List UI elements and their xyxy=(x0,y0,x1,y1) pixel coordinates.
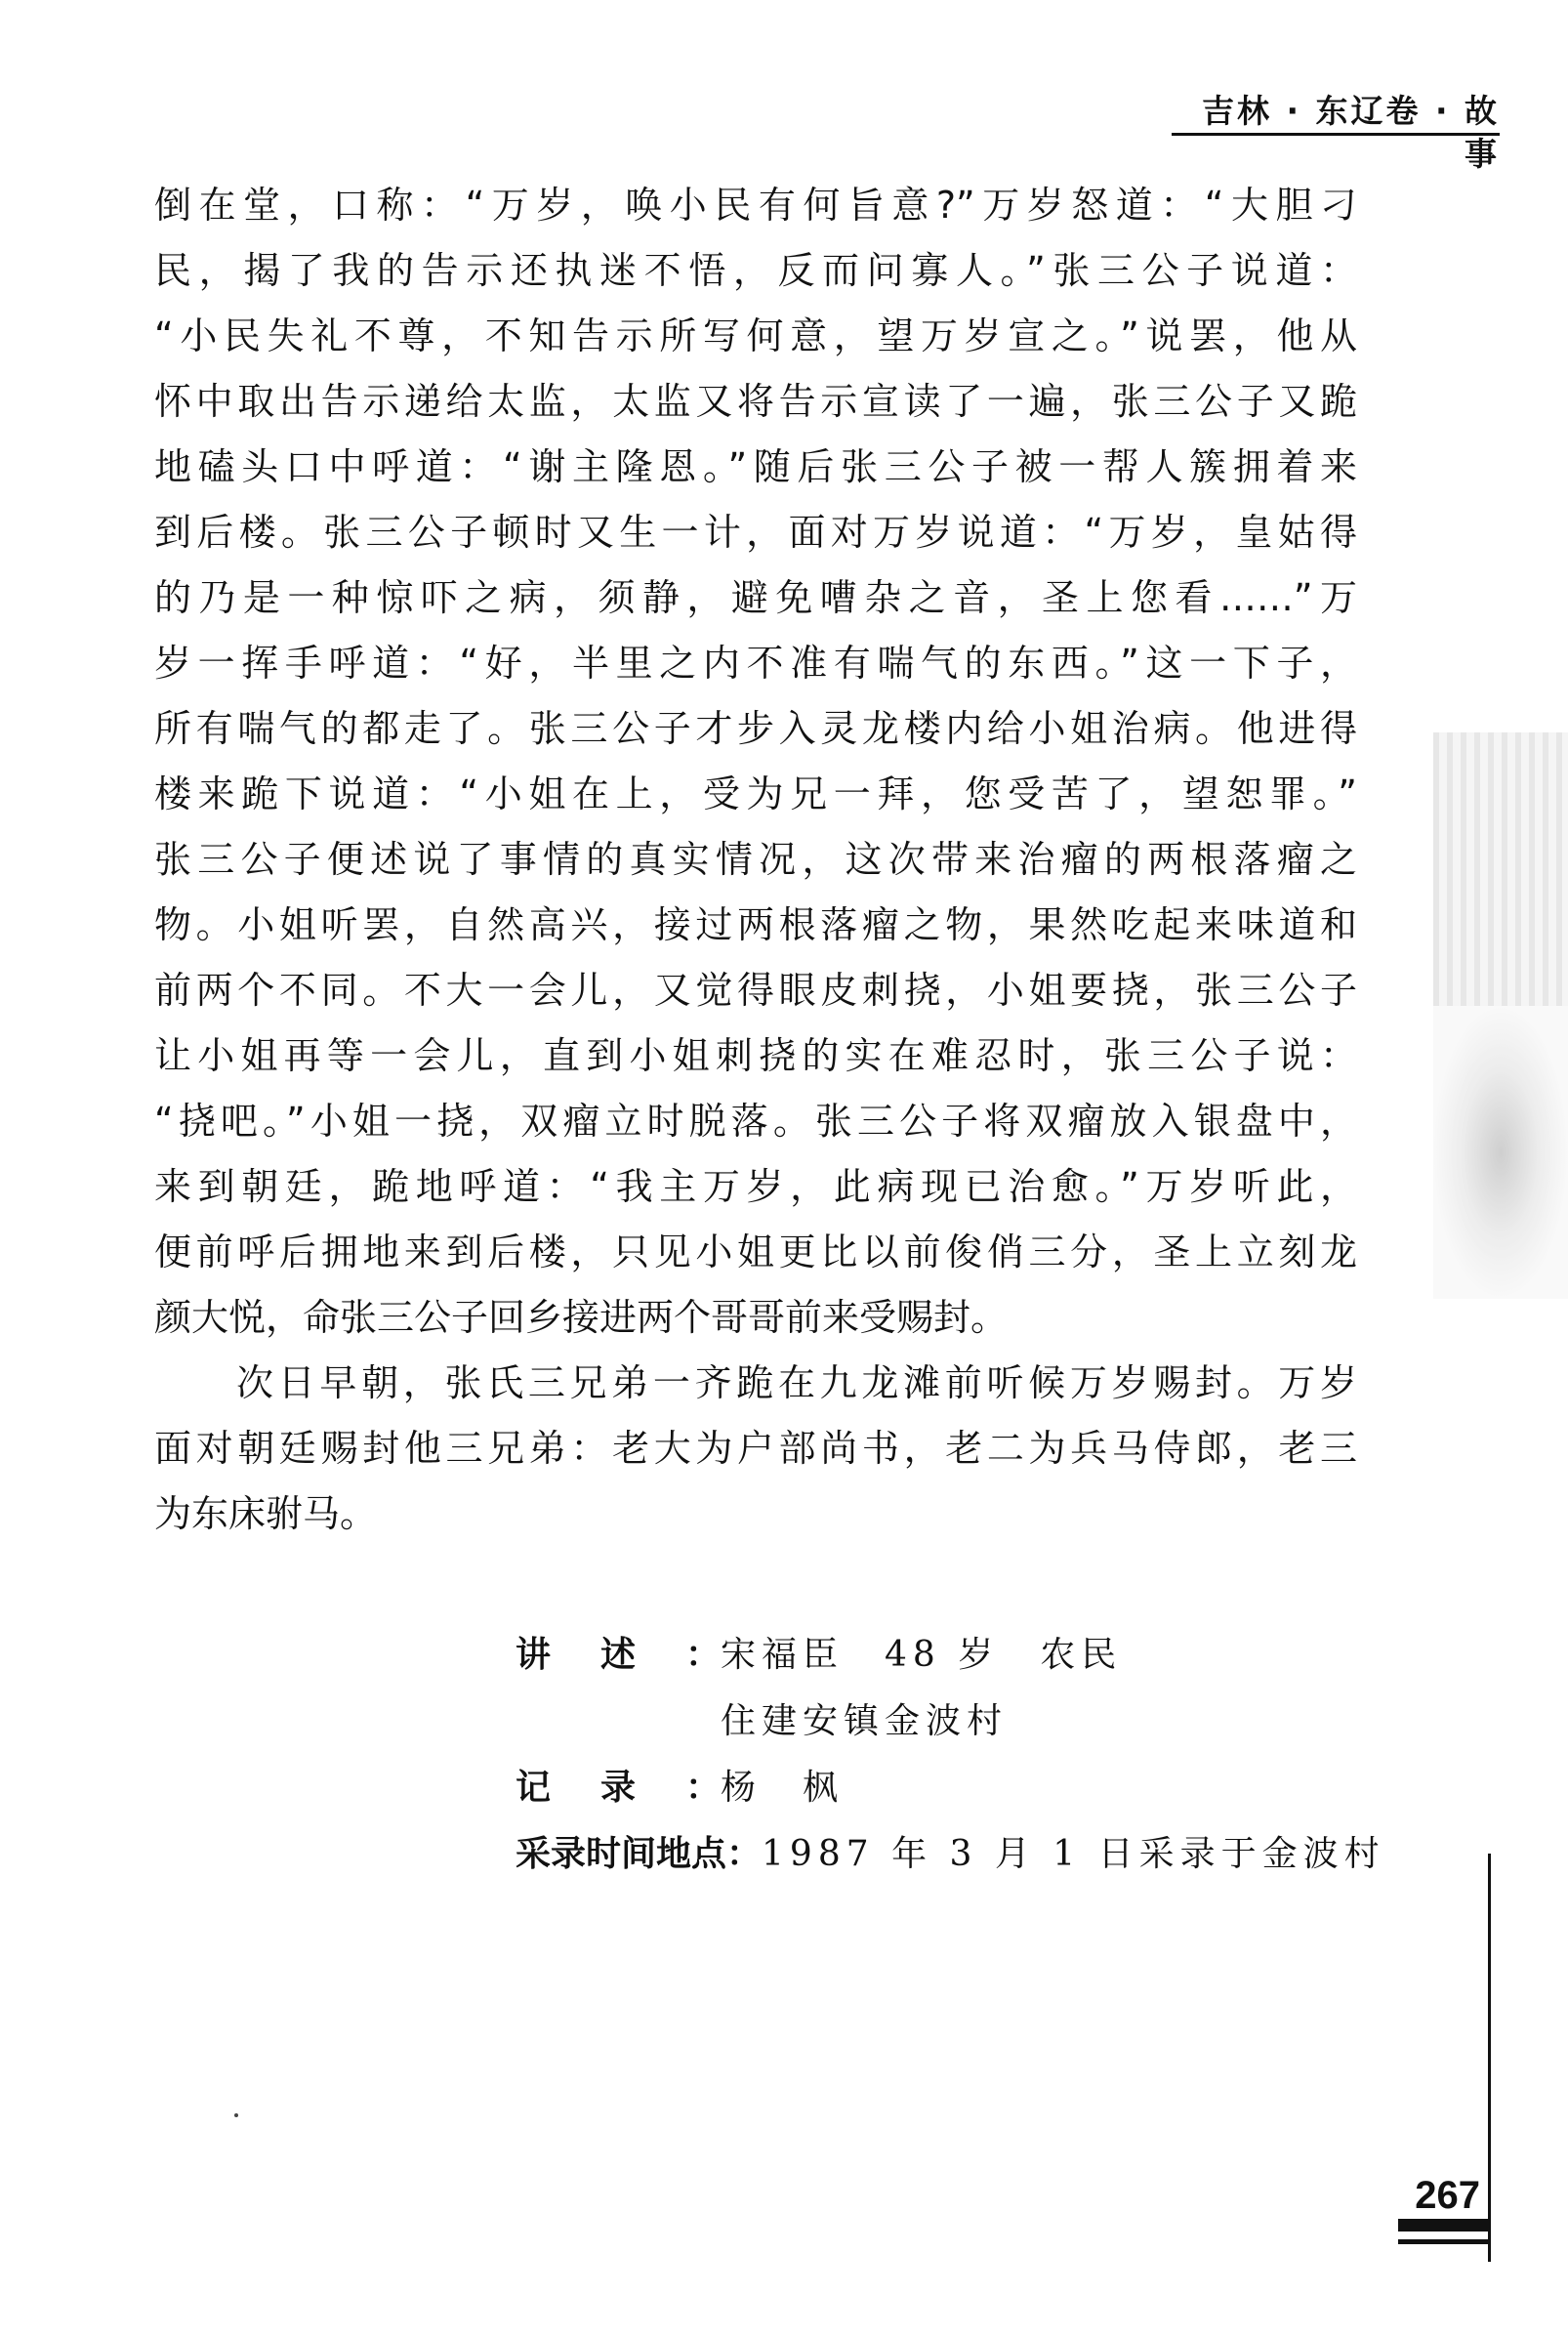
text-line: 怀中取出告示递给太监，太监又将告示宣读了一遍，张三公子又跪 xyxy=(154,380,1357,423)
text-line: 楼来跪下说道：“小姐在上，受为兄一拜，您受苦了，望恕罪。” xyxy=(154,772,1357,815)
text-line: 所有喘气的都走了。张三公子才步入灵龙楼内给小姐治病。他进得 xyxy=(154,707,1357,750)
page-number-thick-rule xyxy=(1398,2219,1490,2232)
time-place-label: 采录时间地点： xyxy=(516,1834,763,1874)
text-line: 让小姐再等一会儿，直到小姐刺挠的实在难忍时，张三公子说： xyxy=(154,1034,1357,1077)
narrator-row xyxy=(516,1626,1385,1692)
narrator-address: 住建安镇金波村 xyxy=(721,1701,1009,1741)
narrator-value: 宋福臣 48 岁 农民 xyxy=(721,1635,1123,1675)
text-line: 到后楼。张三公子顿时又生一计，面对万岁说道：“万岁，皇姑得 xyxy=(154,511,1357,554)
text-line: 民，揭了我的告示还执迷不悟，反而问寡人。”张三公子说道： xyxy=(154,249,1357,292)
text-line: “小民失礼不尊，不知告示所写何意，望万岁宣之。”说罢，他从 xyxy=(154,314,1357,357)
side-decoration-image xyxy=(1433,732,1568,1299)
text-line: 便前呼后拥地来到后楼，只见小姐更比以前俊俏三分，圣上立刻龙 xyxy=(154,1231,1357,1273)
scan-speck xyxy=(234,2113,238,2117)
text-line: 的乃是一种惊吓之病，须静，避免嘈杂之音，圣上您看……”万 xyxy=(154,576,1357,619)
text-line: 地磕头口中呼道：“谢主隆恩。”随后张三公子被一帮人簇拥着来 xyxy=(154,445,1357,488)
running-header: 吉林 · 东辽卷 · 故事 xyxy=(1172,90,1500,136)
text-line: 岁一挥手呼道：“好，半里之内不准有喘气的东西。”这一下子， xyxy=(154,642,1357,685)
page-number: 267 xyxy=(1415,2174,1480,2217)
text-line: “挠吧。”小姐一挠，双瘤立时脱落。张三公子将双瘤放入银盘中， xyxy=(154,1100,1357,1143)
text-line: 物。小姐听罢，自然高兴，接过两根落瘤之物，果然吃起来味道和 xyxy=(154,903,1357,946)
text-line: 前两个不同。不大一会儿，又觉得眼皮刺挠，小姐要挠，张三公子 xyxy=(154,969,1357,1012)
time-place-value: 1987 年 3 月 1 日采录于金波村 xyxy=(762,1834,1385,1874)
text-line: 来到朝廷，跪地呼道：“我主万岁，此病现已治愈。”万岁听此， xyxy=(154,1165,1357,1208)
time-place-row xyxy=(516,1825,1385,1892)
paragraph-1 xyxy=(154,176,1357,1354)
recorder-label: 记录： xyxy=(516,1768,721,1808)
margin-rule xyxy=(1488,1854,1491,2262)
text-line: 倒在堂，口称：“万岁，唤小民有何旨意?”万岁怒道：“大胆刁 xyxy=(154,184,1357,227)
text-line: 为东床驸马。 xyxy=(154,1492,378,1535)
recorder-row xyxy=(516,1759,1385,1825)
text-line: 张三公子便述说了事情的真实情况，这次带来治瘤的两根落瘤之 xyxy=(154,838,1357,881)
credits-block xyxy=(516,1626,1385,1892)
page-number-thin-rule xyxy=(1398,2239,1490,2244)
paragraph-2 xyxy=(154,1354,1357,1550)
text-line: 面对朝廷赐封他三兄弟：老大为户部尚书，老二为兵马侍郎，老三 xyxy=(154,1427,1357,1470)
text-line: 颜大悦，命张三公子回乡接进两个哥哥前来受赐封。 xyxy=(154,1296,1009,1339)
recorder-value: 杨 枫 xyxy=(721,1768,845,1808)
narrator-label: 讲述： xyxy=(516,1635,721,1675)
narrator-address-row xyxy=(516,1692,1385,1759)
story-body xyxy=(154,176,1357,1550)
text-line: 次日早朝，张氏三兄弟一齐跪在九龙滩前听候万岁赐封。万岁 xyxy=(236,1361,1357,1404)
